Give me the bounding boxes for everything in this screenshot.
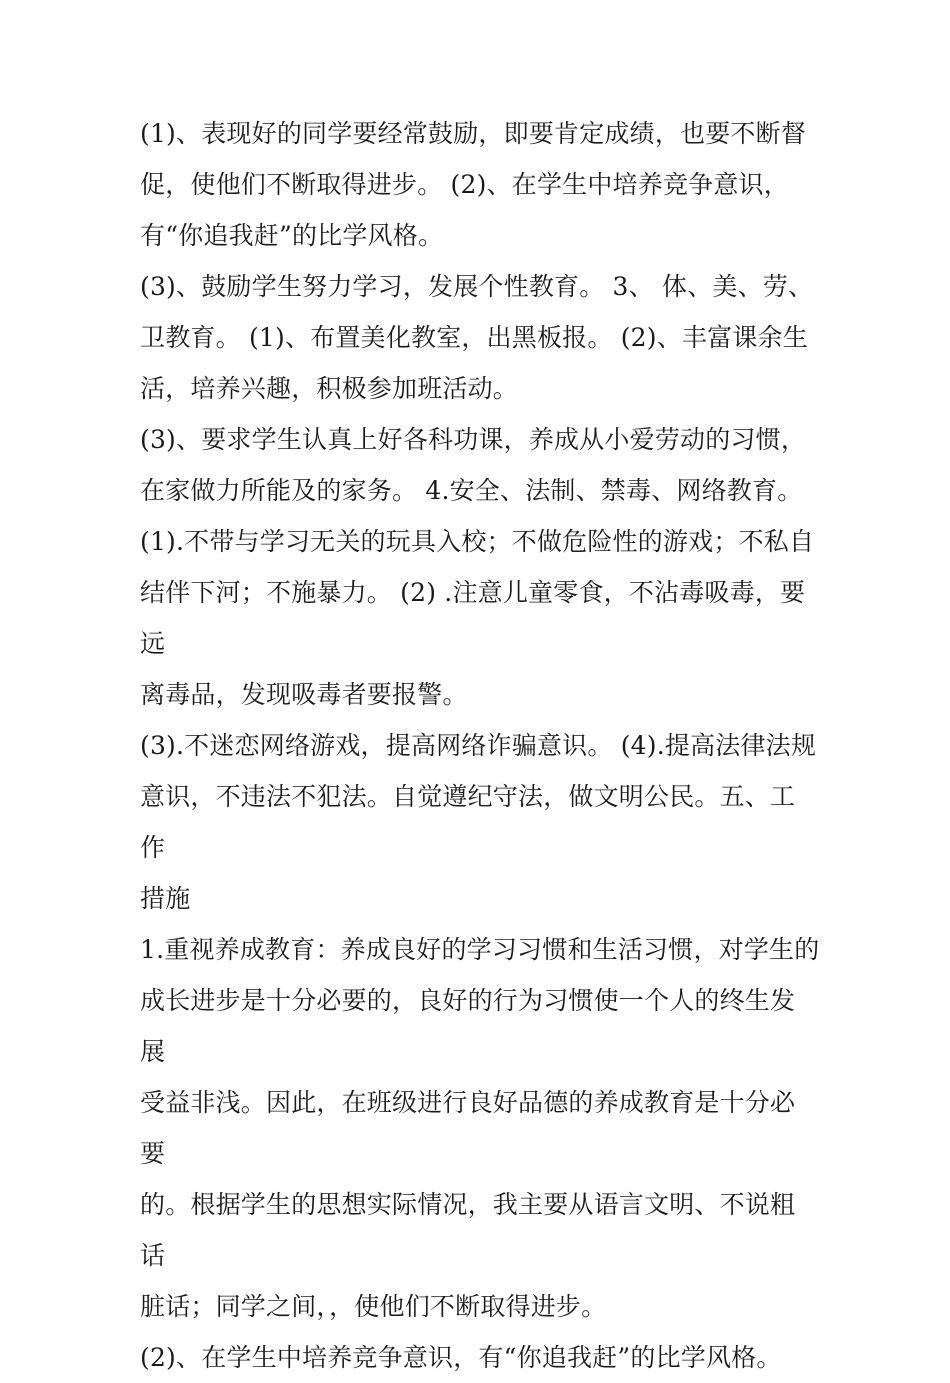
paragraph-praise-progress: (1)、表现好的同学要经常鼓励，即要肯定成绩，也要不断督 促，使他们不断取得进步。 (2)、在学生中培养竞争意识， 有“你追我赶”的比学风格。 xyxy=(140,119,807,250)
paragraph-habit-formation: 1.重视养成教育：养成良好的学习习惯和生活习惯，对学生的 成长进步是十分必要的，良好的行为习惯使一个人的终生发展 受益非浅。因此，在班级进行良好品德的养成教育是十分必要 的。根据学生的思想实际情况，我主要从语言文明、不说粗话 脏话；同学之间，，使他们不断取得进步。 xyxy=(140,935,820,1321)
paragraph-personality-education: (3)、鼓励学生努力学习，发展个性教育。 3、 体、美、劳、 卫教育。 (1)、布置美化教室，出黑板报。 (2)、丰富课余生 活，培养兴趣，积极参加班活动。 xyxy=(140,272,814,403)
paragraph-labor-habits: (3)、要求学生认真上好各科功课，养成从小爱劳动的习惯， 在家做力所能及的家务。 4.安全、法制、禁毒、网络教育。 xyxy=(140,425,807,505)
document-body xyxy=(140,108,820,1383)
paragraph-internet-law: (3).不迷恋网络游戏，提高网络诈骗意识。 (4).提高法律法规 意识，不违法不犯法。自觉遵纪守法，做文明公民。五、工作 措施 xyxy=(140,731,817,913)
paragraph-safety-rules: (1).不带与学习无关的玩具入校；不做危险性的游戏；不私自 结伴下河；不施暴力。 (2) .注意儿童零食，不沾毒吸毒，要远 离毒品，发现吸毒者要报警。 xyxy=(140,527,815,709)
paragraph-competition: (2)、在学生中培养竞争意识，有“你追我赶”的比学风格。 xyxy=(140,1343,782,1372)
